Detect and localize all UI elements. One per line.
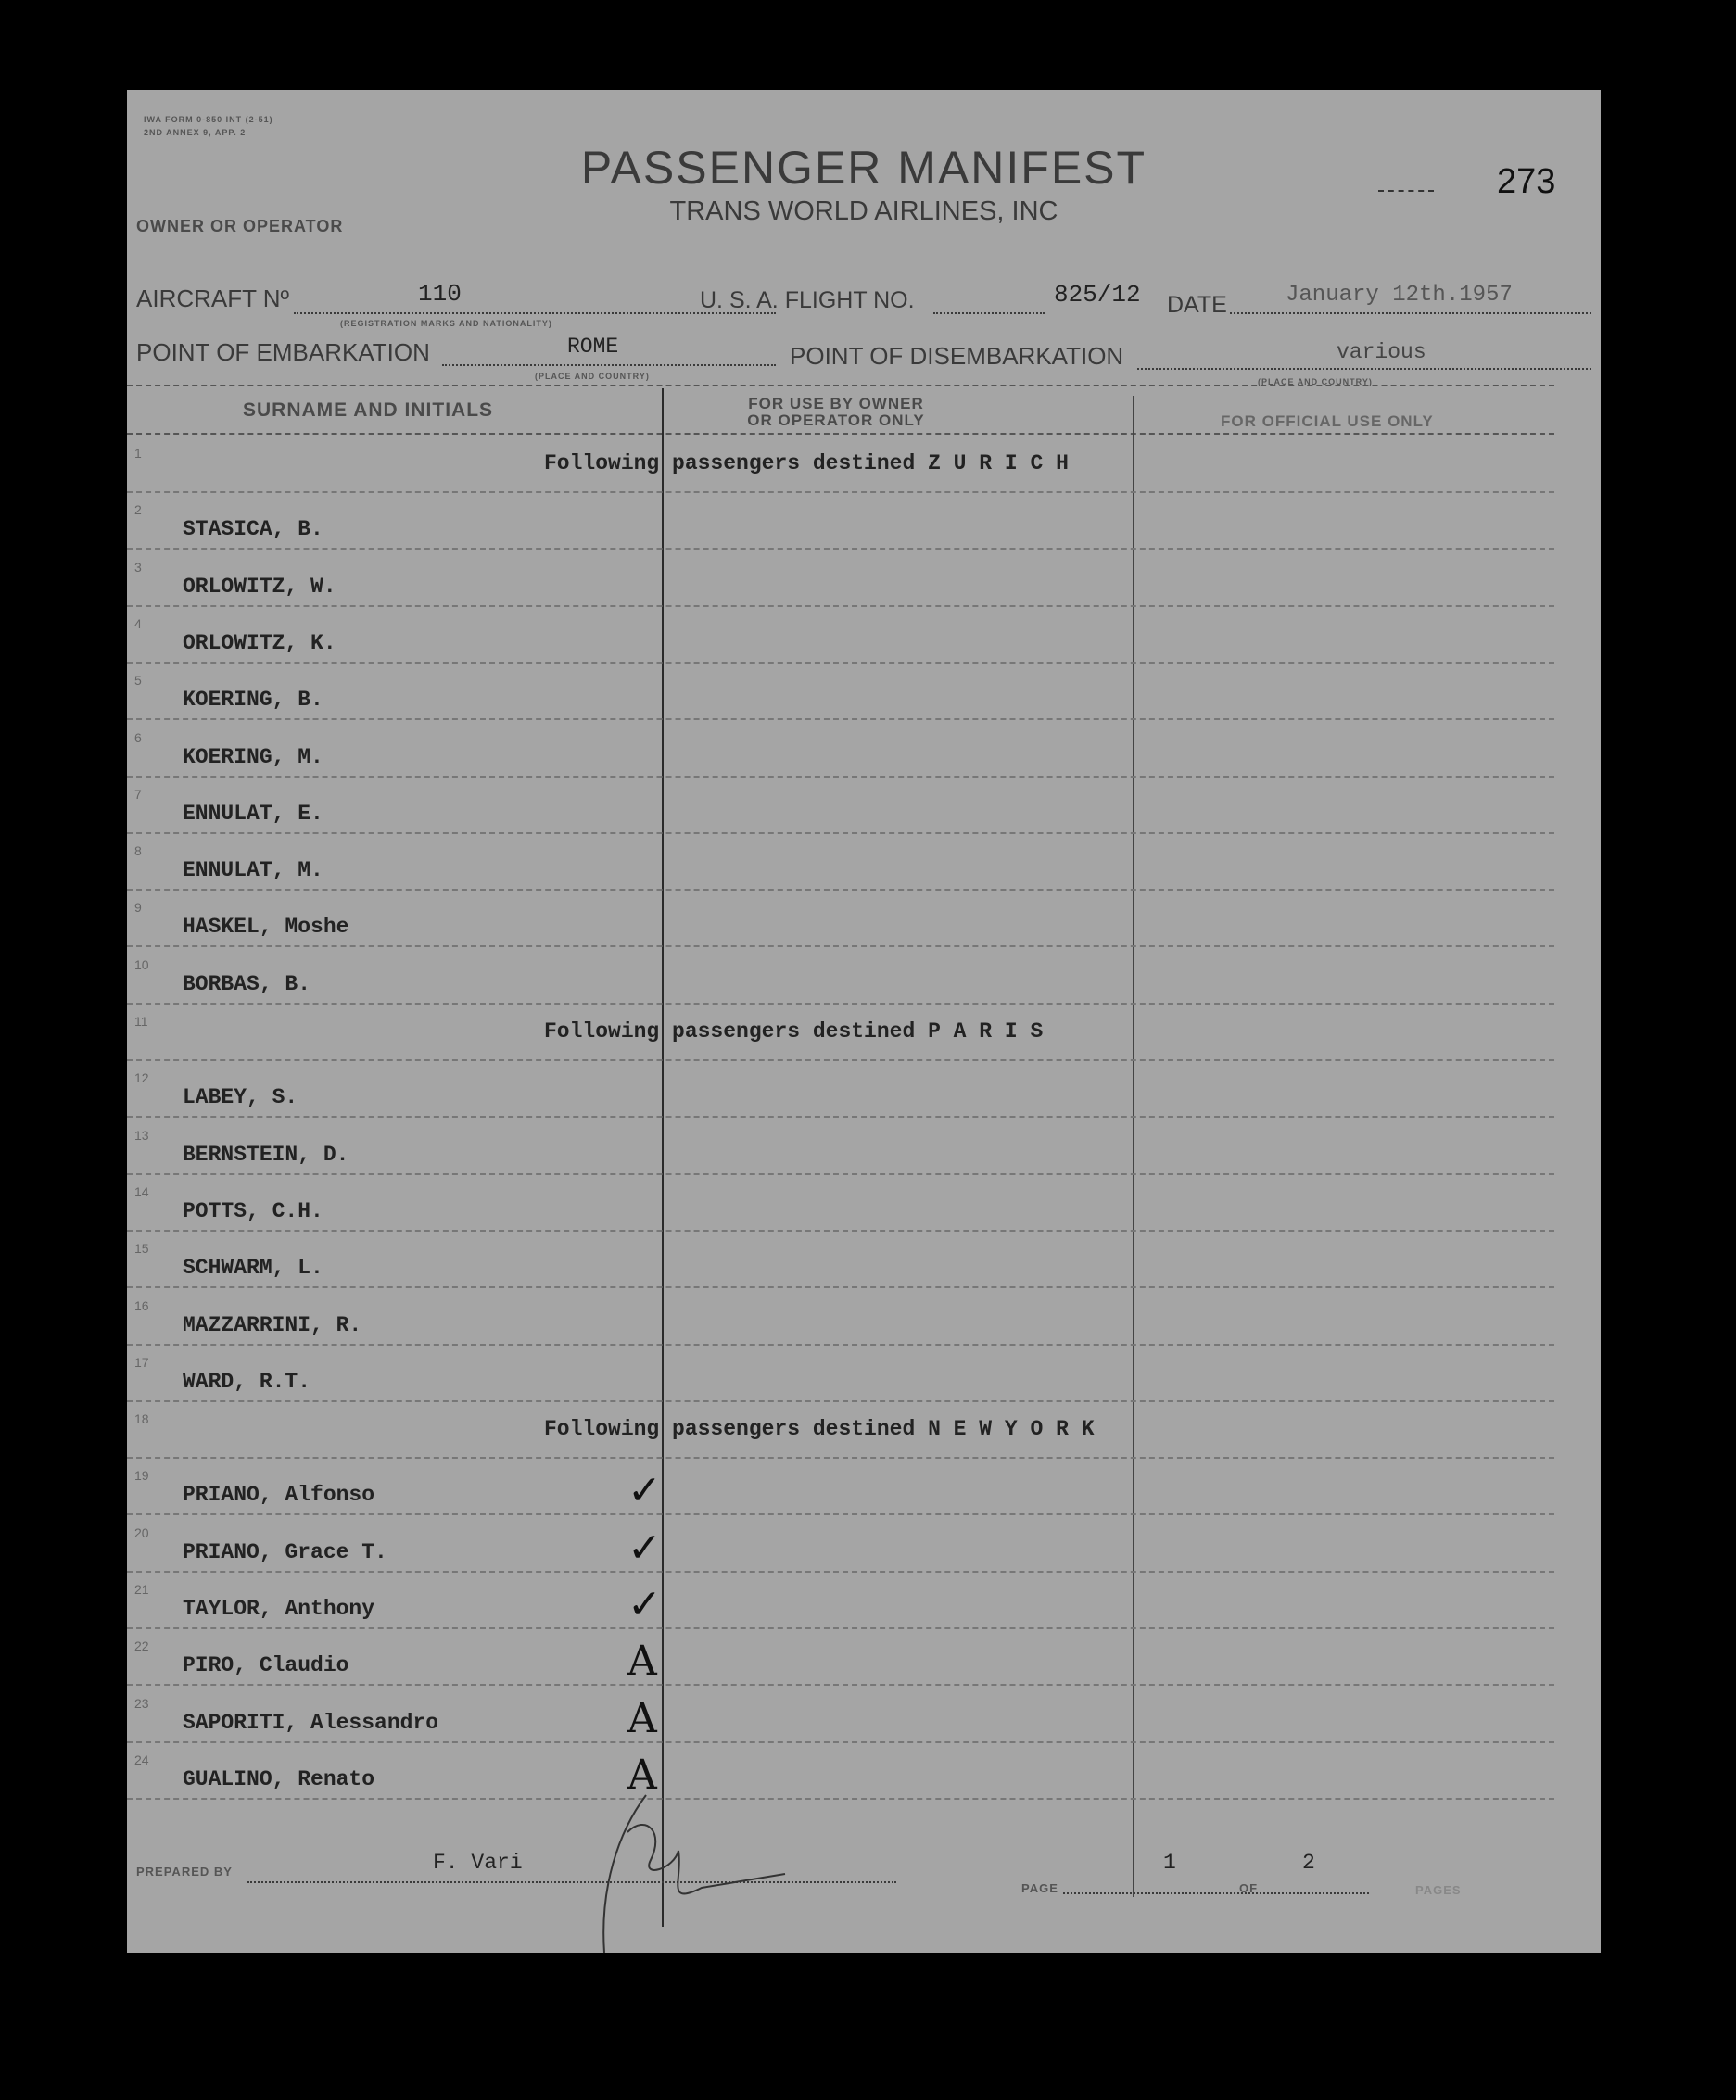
passenger-name: ENNULAT, E. bbox=[183, 801, 323, 826]
handwritten-a-mark: A bbox=[627, 1751, 657, 1799]
passenger-name: ORLOWITZ, W. bbox=[183, 574, 336, 599]
row-number: 20 bbox=[134, 1524, 149, 1540]
disembarkation-caption: (PLACE AND COUNTRY) bbox=[1258, 377, 1373, 386]
page-number-blank bbox=[1378, 190, 1434, 192]
disembarkation-value: various bbox=[1337, 340, 1426, 364]
embarkation-rule bbox=[442, 364, 776, 366]
passenger-name: ORLOWITZ, K. bbox=[183, 630, 336, 655]
row-rule bbox=[127, 605, 1554, 607]
row-number: 12 bbox=[134, 1070, 149, 1086]
row-rule bbox=[127, 548, 1554, 550]
row-rule bbox=[127, 491, 1554, 493]
prepared-value: F. Vari bbox=[433, 1851, 523, 1875]
passenger-name: WARD, R.T. bbox=[183, 1369, 311, 1394]
pages-label: PAGES bbox=[1415, 1883, 1462, 1897]
handwritten-a-mark: A bbox=[627, 1694, 657, 1742]
passenger-name: LABEY, S. bbox=[183, 1085, 298, 1110]
form-id-line: 2ND ANNEX 9, APP. 2 bbox=[144, 128, 247, 137]
disembarkation-rule bbox=[1137, 368, 1591, 370]
passenger-name: GUALINO, Renato bbox=[183, 1766, 375, 1791]
row-rule bbox=[127, 1230, 1554, 1232]
official-use-header: FOR OFFICIAL USE ONLY bbox=[1221, 412, 1434, 430]
row-number: 6 bbox=[134, 729, 142, 745]
form-id-line: IWA FORM 0-850 INT (2-51) bbox=[144, 115, 273, 124]
passenger-name: TAYLOR, Anthony bbox=[183, 1597, 375, 1621]
row-number: 23 bbox=[134, 1695, 149, 1711]
date-label: DATE bbox=[1167, 292, 1227, 318]
embarkation-label: POINT OF EMBARKATION bbox=[136, 338, 430, 366]
row-number: 22 bbox=[134, 1638, 149, 1654]
column-divider bbox=[662, 388, 664, 1927]
passenger-name: PIRO, Claudio bbox=[183, 1653, 349, 1678]
row-number: 8 bbox=[134, 843, 142, 859]
checkmark-icon: ✓ bbox=[627, 1467, 662, 1515]
passenger-name: SAPORITI, Alessandro bbox=[183, 1710, 439, 1735]
of-label: OF bbox=[1239, 1881, 1259, 1895]
row-rule bbox=[127, 832, 1554, 834]
header-bottom-rule bbox=[127, 433, 1554, 435]
prepared-label: PREPARED BY bbox=[136, 1865, 233, 1879]
row-number: 15 bbox=[134, 1241, 149, 1257]
row-number: 3 bbox=[134, 559, 142, 575]
page-rule bbox=[1063, 1892, 1369, 1894]
row-number: 1 bbox=[134, 446, 142, 461]
aircraft-value: 110 bbox=[418, 280, 462, 308]
row-number: 16 bbox=[134, 1297, 149, 1313]
row-rule bbox=[127, 1286, 1554, 1288]
checkmark-icon: ✓ bbox=[627, 1524, 662, 1572]
row-rule bbox=[127, 945, 1554, 947]
passenger-name: PRIANO, Grace T. bbox=[183, 1539, 387, 1564]
passenger-name: ENNULAT, M. bbox=[183, 858, 323, 883]
row-number: 4 bbox=[134, 615, 142, 631]
owner-use-line: FOR USE BY OWNER bbox=[748, 395, 924, 412]
row-rule bbox=[127, 718, 1554, 720]
form-id bbox=[144, 113, 273, 139]
of-value: 2 bbox=[1302, 1851, 1315, 1875]
header-rule bbox=[127, 385, 1554, 386]
row-number: 2 bbox=[134, 502, 142, 518]
handwritten-a-mark: A bbox=[627, 1638, 657, 1686]
page-value: 1 bbox=[1163, 1851, 1176, 1875]
flight-rule bbox=[933, 312, 1045, 314]
row-number: 9 bbox=[134, 900, 142, 916]
page-label: PAGE bbox=[1021, 1881, 1058, 1895]
passenger-name: KOERING, B. bbox=[183, 688, 323, 713]
row-number: 11 bbox=[134, 1014, 148, 1029]
row-rule bbox=[127, 1059, 1554, 1061]
passenger-name: STASICA, B. bbox=[183, 517, 323, 542]
passenger-name: BORBAS, B. bbox=[183, 971, 311, 996]
disembarkation-label: POINT OF DISEMBARKATION bbox=[790, 342, 1124, 370]
page-subtitle: TRANS WORLD AIRLINES, INC bbox=[669, 196, 1058, 226]
manifest-form bbox=[127, 90, 1601, 1953]
row-rule bbox=[127, 1741, 1554, 1743]
signature-scrawl bbox=[563, 1777, 859, 1962]
passenger-name: SCHWARM, L. bbox=[183, 1256, 323, 1281]
row-rule bbox=[127, 1173, 1554, 1175]
passenger-name: MAZZARRINI, R. bbox=[183, 1312, 362, 1337]
row-rule bbox=[127, 1003, 1554, 1005]
owner-use-header bbox=[665, 396, 1007, 429]
row-rule bbox=[127, 1627, 1554, 1629]
checkmark-icon: ✓ bbox=[627, 1581, 662, 1628]
date-rule bbox=[1230, 312, 1591, 314]
flight-value: 825/12 bbox=[1054, 281, 1141, 309]
row-rule bbox=[127, 1571, 1554, 1573]
owner-use-line: OR OPERATOR ONLY bbox=[747, 411, 925, 429]
destination-heading: Following passengers destined P A R I S bbox=[544, 1019, 1044, 1044]
row-number: 7 bbox=[134, 786, 142, 802]
row-number: 19 bbox=[134, 1468, 149, 1484]
row-number: 21 bbox=[134, 1582, 149, 1597]
row-rule bbox=[127, 662, 1554, 664]
row-rule bbox=[127, 1513, 1554, 1515]
row-number: 13 bbox=[134, 1127, 149, 1143]
passenger-name: PRIANO, Alfonso bbox=[183, 1483, 375, 1508]
page-title: PASSENGER MANIFEST bbox=[580, 142, 1147, 194]
embarkation-value: ROME bbox=[567, 335, 619, 359]
row-rule bbox=[127, 776, 1554, 778]
destination-heading: Following passengers destined Z U R I C H bbox=[544, 451, 1069, 475]
row-rule bbox=[127, 1400, 1554, 1402]
owner-label: OWNER OR OPERATOR bbox=[136, 217, 344, 235]
row-rule bbox=[127, 1344, 1554, 1346]
column-divider bbox=[1133, 396, 1134, 1897]
passenger-name: KOERING, M. bbox=[183, 744, 323, 769]
destination-heading: Following passengers destined N E W Y O R K bbox=[544, 1417, 1095, 1442]
page-number: 273 bbox=[1497, 162, 1556, 201]
row-rule bbox=[127, 1457, 1554, 1459]
row-number: 14 bbox=[134, 1183, 149, 1199]
passenger-name: HASKEL, Moshe bbox=[183, 915, 349, 940]
date-value: January 12th.1957 bbox=[1286, 283, 1513, 308]
surname-header: SURNAME AND INITIALS bbox=[243, 399, 494, 421]
passenger-name: POTTS, C.H. bbox=[183, 1198, 323, 1223]
row-number: 5 bbox=[134, 673, 142, 689]
row-number: 24 bbox=[134, 1752, 149, 1767]
row-number: 17 bbox=[134, 1354, 149, 1370]
row-rule bbox=[127, 1116, 1554, 1118]
row-number: 10 bbox=[134, 956, 149, 972]
row-rule bbox=[127, 889, 1554, 891]
passenger-name: BERNSTEIN, D. bbox=[183, 1142, 349, 1167]
aircraft-caption: (REGISTRATION MARKS AND NATIONALITY) bbox=[340, 319, 552, 328]
row-rule bbox=[127, 1684, 1554, 1686]
row-number: 18 bbox=[134, 1411, 149, 1427]
flight-label: U. S. A. FLIGHT NO. bbox=[700, 287, 915, 313]
aircraft-label: AIRCRAFT Nº bbox=[136, 285, 290, 312]
embarkation-caption: (PLACE AND COUNTRY) bbox=[535, 372, 650, 381]
